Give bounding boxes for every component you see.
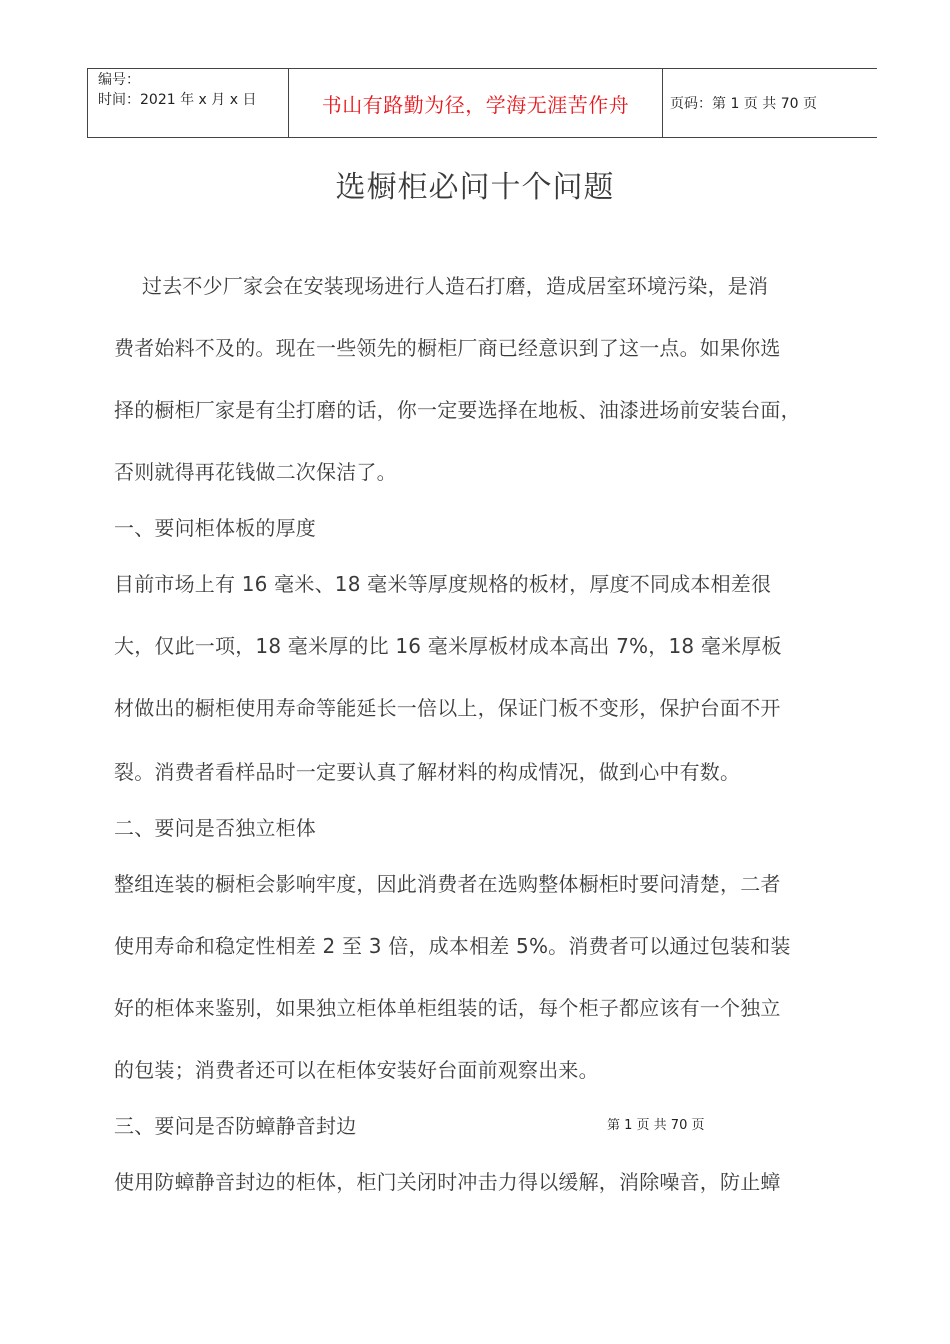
paragraph-line: 材做出的橱柜使用寿命等能延长一倍以上，保证门板不变形，保护台面不开 [114, 696, 781, 720]
paragraph-line: 整组连装的橱柜会影响牢度，因此消费者在选购整体橱柜时要问清楚，二者 [114, 872, 781, 896]
paragraph-line: 目前市场上有 16 毫米、18 毫米等厚度规格的板材，厚度不同成本相差很 [114, 572, 772, 596]
paragraph-line: 使用寿命和稳定性相差 2 至 3 倍，成本相差 5%。消费者可以通过包装和装 [114, 934, 791, 958]
header-table [87, 68, 877, 138]
paragraph-line: 费者始料不及的。现在一些领先的橱柜厂商已经意识到了这一点。如果你选 [114, 336, 781, 360]
paragraph-line: 使用防蟑静音封边的柜体，柜门关闭时冲击力得以缓解，消除噪音，防止蟑 [114, 1170, 781, 1194]
page-footer: 第 1 页 共 70 页 [607, 1118, 705, 1133]
number-label: 编号： [98, 72, 140, 88]
section-heading: 一、要问柜体板的厚度 [114, 516, 316, 540]
paragraph-line: 择的橱柜厂家是有尘打磨的话，你一定要选择在地板、油漆进场前安装台面， [114, 398, 801, 422]
paragraph-line: 过去不少厂家会在安装现场进行人造石打磨，造成居室环境污染，是消 [142, 274, 769, 298]
paragraph-line: 大，仅此一项，18 毫米厚的比 16 毫米厚板材成本高出 7%，18 毫米厚板 [114, 634, 782, 658]
paragraph-line: 的包装；消费者还可以在柜体安装好台面前观察出来。 [114, 1058, 599, 1082]
paragraph-line: 裂。消费者看样品时一定要认真了解材料的构成情况，做到心中有数。 [114, 760, 741, 784]
header-meta-cell [87, 69, 288, 137]
paragraph-line: 好的柜体来鉴别，如果独立柜体单柜组装的话，每个柜子都应该有一个独立 [114, 996, 781, 1020]
page-title: 选橱柜必问十个问题 [335, 170, 615, 205]
time-label: 时间：2021 年 x 月 x 日 [98, 92, 257, 108]
motto: 书山有路勤为径，学海无涯苦作舟 [288, 69, 663, 137]
paragraph-line: 否则就得再花钱做二次保洁了。 [114, 460, 397, 484]
section-heading: 二、要问是否独立柜体 [114, 816, 316, 840]
page-info: 页码：第 1 页 共 70 页 [670, 96, 817, 112]
section-heading: 三、要问是否防蟑静音封边 [114, 1114, 357, 1138]
